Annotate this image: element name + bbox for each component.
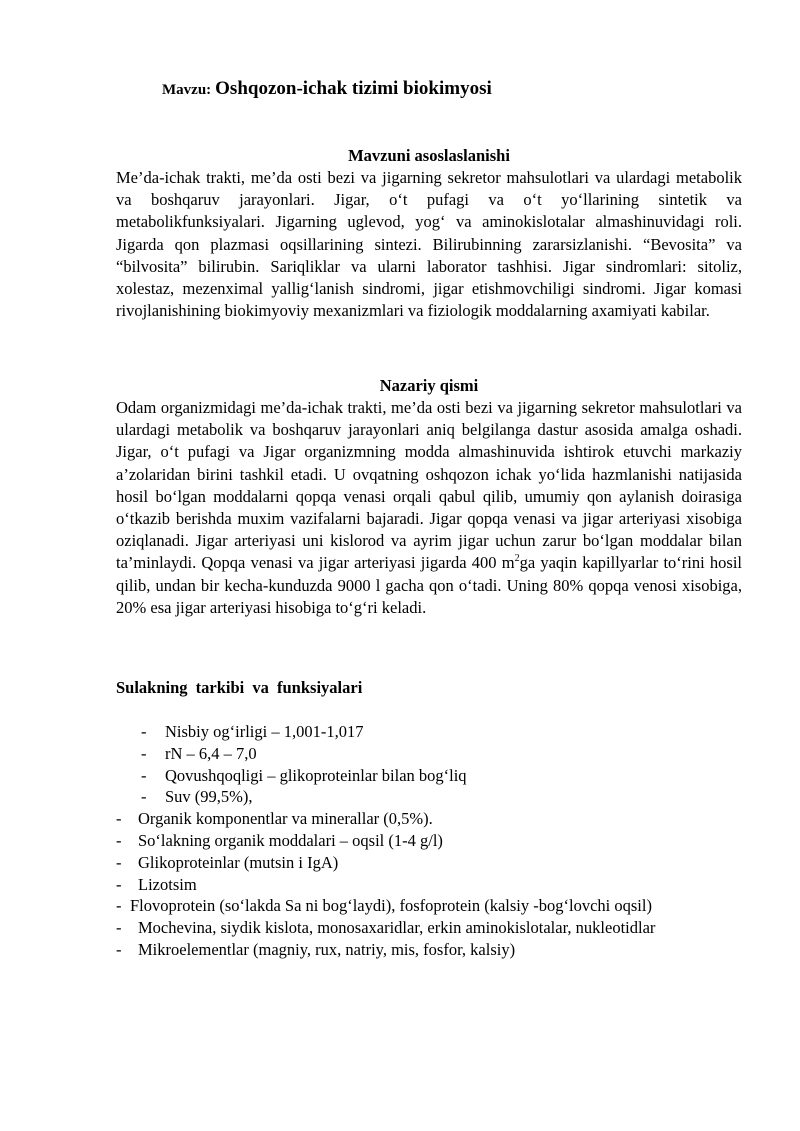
superscript-two: 2 bbox=[514, 553, 520, 565]
rationale-paragraph: Me’da-ichak trakti, me’da osti bezi va jigarning sekretor mahsulotlari va ulardagi metabolik va boshqaruv jarayonlari. Jigar, o‘t pufagi va o‘t yo‘llarining sintetik va metabolikfunksiyalari. Jigarning uglevod, yog‘ va aminokislotalar almashinuvidagi roli. Jigarda qon plazmasi oqsillarining sintezi. Bilirubinning zararsizlanishi. “Bevosita” va “bilvosita” bilirubin. Sariqliklar va ularni laborator tashhisi. Jigar sindromlari: sitoliz, xolestaz, mezenximal yallig‘lanish sindromi, jigar etishmovchiligi sindromi. Jigar komasi rivojlanishining biokimyoviy mexanizmlari va fiziologik moddalarning axamiyati kabilar. bbox=[116, 168, 742, 321]
list-item: - Flovoprotein (so‘lakda Sa ni bog‘laydi), fosfoprotein (kalsiy -bog‘lovchi oqsil) bbox=[116, 896, 652, 916]
list-dash: - bbox=[116, 830, 122, 850]
list-dash: - bbox=[141, 787, 147, 807]
theory-text-part1: Odam organizmidagi me’da-ichak trakti, me’da osti bezi va jigarning sekretor mahsulotlari va ulardagi metabolik va boshqaruv jarayonlari aniq belgilanga dastur asosida amalga oshadi. Jigar, o‘t pufagi va Jigar organizmning modda almashinuvida ishtirok etuvchi markaziy a’zolaridan birini tashkil etadi. U ovqatning oshqozon ichak yo‘lida hazmlanishi natijasida hosil bo‘lgan moddalarni qopqa venasi orqali qabul qilib, umumiy qon aylanish doirasiga o‘tkazib berishda muxim vazifalarni bajaradi. Jigar qopqa venasi va jigar arteriyasi xisobiga oziqlanadi. Jigar arteriyasi uni kislorod va ayrim jigar uchun zarur bo‘lgan moddalar bilan ta’minlaydi. Qopqa venasi va jigar arteriyasi jigarda 400 m bbox=[116, 398, 742, 573]
section-rationale bbox=[116, 145, 742, 322]
theory-paragraph bbox=[116, 397, 742, 619]
list-item: - So‘lakning organik moddalari – oqsil (1-4 g/l) bbox=[116, 830, 443, 850]
list-dash: - bbox=[141, 722, 147, 741]
section-heading-theory: Nazariy qismi bbox=[379, 376, 479, 395]
page-title bbox=[162, 78, 492, 100]
list-item: - Organik komponentlar va minerallar (0,5%). bbox=[116, 809, 433, 829]
list-item: - Nisbiy og‘irligi – 1,001-1,017 bbox=[141, 722, 364, 741]
list-item: - Suv (99,5%), bbox=[141, 787, 253, 807]
section-theory bbox=[116, 375, 742, 619]
list-dash: - bbox=[116, 852, 122, 872]
list-dash: - bbox=[116, 939, 122, 959]
list-item: - rN – 6,4 – 7,0 bbox=[141, 743, 257, 763]
saliva-list bbox=[116, 721, 756, 961]
list-dash: - bbox=[141, 765, 147, 785]
list-item: - Glikoproteinlar (mutsin i IgA) bbox=[116, 852, 339, 872]
title-text: Oshqozon-ichak tizimi biokimyosi bbox=[215, 78, 492, 99]
list-item: - Qovushqoqligi – glikoproteinlar bilan bog‘liq bbox=[141, 765, 467, 785]
theory-text-part2: ga yaqin kapillyarlar to‘rini hosil qilib, undan bir kecha-kunduzda 9000 l gacha qon o‘tadi. Uning 80% qopqa venosi xisobiga, 20% esa jigar arteriyasi hisobiga to‘g‘ri keladi. bbox=[116, 553, 743, 617]
list-dash: - bbox=[116, 874, 122, 894]
list-item: - Mikroelementlar (magniy, rux, natriy, mis, fosfor, kalsiy) bbox=[116, 939, 516, 959]
list-dash: - bbox=[116, 809, 122, 829]
list-item: - Mochevina, siydik kislota, monosaxaridlar, erkin aminokislotalar, nukleotidlar bbox=[116, 918, 656, 938]
list-item: - Lizotsim bbox=[116, 874, 197, 894]
saliva-heading: Sulakning tarkibi va funksiyalari bbox=[116, 678, 363, 697]
list-dash: - bbox=[116, 896, 122, 916]
section-heading-rationale: Mavzuni asoslaslanishi bbox=[348, 146, 510, 165]
list-dash: - bbox=[141, 743, 147, 763]
list-dash: - bbox=[116, 918, 122, 938]
title-prefix: Mavzu: bbox=[162, 82, 212, 98]
